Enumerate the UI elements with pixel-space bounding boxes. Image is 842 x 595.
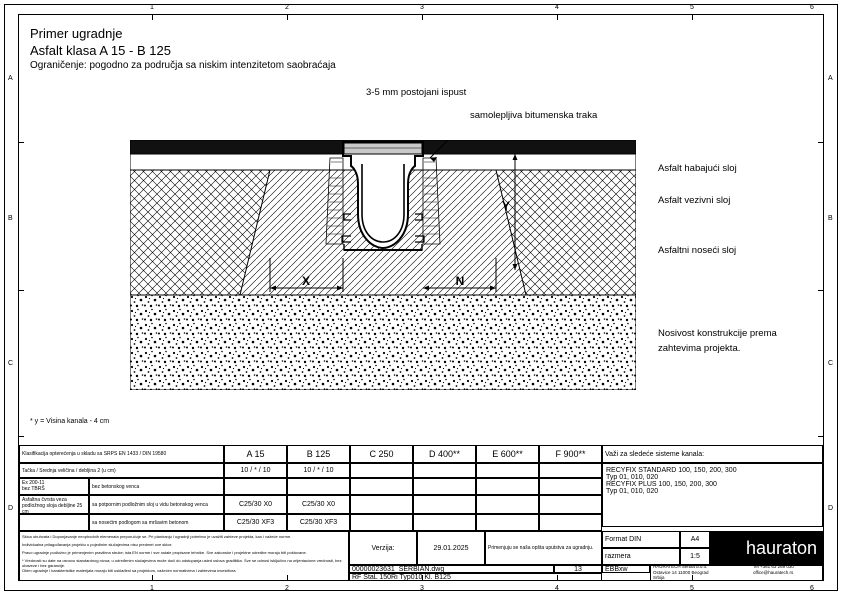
table-row4-val-6 — [539, 495, 602, 514]
dimension-note-top: 3-5 mm postojani ispust — [366, 87, 467, 98]
version-label: Verzija: — [349, 531, 417, 565]
table-row1-col-d400: D 400** — [413, 445, 476, 463]
svg-text:N: N — [455, 274, 465, 288]
column-mark-top-2: 2 — [285, 4, 289, 11]
column-mark-bottom-4: 4 — [555, 585, 559, 592]
column-mark-bottom-3: 3 — [420, 585, 424, 592]
callout-subgrade-line-1: Nosivost konstrukcije prema — [658, 328, 777, 339]
table-row5-val-6 — [539, 514, 602, 531]
column-mark-bottom-2: 2 — [285, 585, 289, 592]
table-row3-label-b: bez TBRŠ — [22, 486, 45, 492]
frame-tick — [18, 436, 24, 437]
systems-list — [602, 463, 823, 527]
table-row1-col-a15: A 15 — [224, 445, 287, 463]
tape-label: samolepljiva bitumenska traka — [470, 110, 598, 121]
table-row3-val-6 — [539, 478, 602, 495]
row-mark-left-d: D — [8, 505, 14, 512]
systems-header: Važi za sledeće sisteme kanala: — [602, 445, 823, 463]
table-row5-label-c: sa nosećim podlogom sa mršavim betonom — [89, 514, 224, 531]
company-address — [653, 564, 733, 581]
table-row2-val-6 — [539, 463, 602, 478]
table-row5-val-4 — [413, 514, 476, 531]
drawing-name: RF StaL 150Ri Typ010 Kl. B125 — [349, 573, 602, 581]
svg-text:X: X — [301, 274, 311, 288]
table-row1-col-f900: F 900** — [539, 445, 602, 463]
table-row5-val-5 — [476, 514, 539, 531]
table-row4-val-4 — [413, 495, 476, 514]
legal-line-4: * Vrednosti su date na osnovu standardnog nivoa; u određenim slučajevima može doći do odstupanja usled uslova gradilišta. Sve se odnosi isključivo na orijentacione vrednosti, bez obaveze i bez garancije. — [22, 558, 342, 568]
cross-section-drawing — [130, 140, 636, 390]
frame-tick — [692, 14, 693, 20]
column-mark-bottom-6: 6 — [810, 585, 814, 592]
column-mark-top-5: 5 — [690, 4, 694, 11]
table-row4-val-1: C25/30 X0 — [224, 495, 287, 514]
legal-line-3: Pravo ugradnje podložno je primenjenim pravilima struke; ista EN norme i sve ostale propisane tehnike. Sve zakonske i projektne odredbe moraju biti poštovane. — [22, 550, 307, 555]
row-mark-right-b: B — [828, 215, 833, 222]
systems-line-4: Typ 01, 010, 020 — [606, 488, 659, 495]
table-row3-label-c: bez betonskog venca — [89, 478, 224, 495]
row-mark-right-c: C — [828, 360, 834, 367]
hauraton-logo-text: hauraton — [745, 537, 817, 558]
callout-subgrade-line-2: zahtevima projekta. — [658, 343, 741, 354]
table-row1-label: Klasifikacija opterećenja u skladu sa SRPS EN 1433 / DIN 19580 — [19, 445, 224, 463]
table-row1-col-c250: C 250 — [350, 445, 413, 463]
scale-value: 1:5 — [680, 548, 710, 565]
table-row5-label-left — [19, 514, 89, 531]
row-mark-right-d: D — [828, 505, 834, 512]
table-row4-val-5 — [476, 495, 539, 514]
table-row1-col-b125: B 125 — [287, 445, 350, 463]
table-row2-label: Tačka / Srednja veličina / debljina 2 (u cm) — [19, 463, 224, 478]
callout-asphalt-binder: Asfalt vezivni sloj — [658, 195, 731, 206]
title-line-3: Ograničenje: pogodno za područja sa niskim intenzitetom saobraćaja — [30, 60, 336, 71]
title-line-2: Asfalt klasa A 15 - B 125 — [30, 43, 171, 58]
systems-line-3: RECYFIX PLUS 100, 150, 200, 300 — [606, 481, 717, 488]
drawer-name: EBBxw — [602, 565, 650, 573]
table-row4-label-left — [19, 495, 89, 514]
table-row3-val-1 — [224, 478, 287, 495]
legal-line-5: Obim ugradnje i karakteristike materijala moraju biti usklađeni sa projektom, važećim normativima i zahtevima investitora. — [22, 568, 237, 573]
company-phone: Tel +381 63 269 030 — [753, 564, 794, 569]
install-instructions-text: Primenjuju se naša opšta uputstva za ugradnju. — [488, 545, 594, 551]
format-value: A4 — [680, 531, 710, 548]
company-country: Srbija — [653, 575, 665, 580]
table-row2-val-3 — [350, 463, 413, 478]
row-mark-left-b: B — [8, 215, 13, 222]
table-row4-label-c: sa potpornim podložnim sloj u vidu betonskog venca — [89, 495, 224, 514]
table-row5-val-3 — [350, 514, 413, 531]
table-row3-val-3 — [350, 478, 413, 495]
frame-tick — [287, 14, 288, 20]
column-mark-bottom-5: 5 — [690, 585, 694, 592]
callout-asphalt-base: Asfaltni noseći sloj — [658, 245, 737, 256]
logo-block — [710, 531, 823, 565]
company-contact — [753, 564, 823, 575]
install-instructions — [485, 531, 602, 565]
row-mark-right-a: A — [828, 75, 833, 82]
frame-tick — [422, 14, 423, 20]
legal-line-2: Individualna prilagođavanja projektu u pojedinim slučajevima nisu predmet ove skice. — [22, 542, 173, 547]
table-row4-label-a: Asfaltna čvrsta veza — [22, 497, 67, 503]
svg-text:Y: Y — [501, 199, 510, 213]
table-row3-val-4 — [413, 478, 476, 495]
table-row4-val-3 — [350, 495, 413, 514]
column-mark-top-3: 3 — [420, 4, 424, 11]
title-line-1: Primer ugradnje — [30, 26, 123, 41]
scale-label: razmera — [602, 548, 680, 565]
table-row4-label-b: podložnog sloja debljine 25 cm — [22, 503, 83, 514]
frame-tick — [18, 290, 24, 291]
table-row3-val-2 — [287, 478, 350, 495]
column-mark-top-6: 6 — [810, 4, 814, 11]
row-mark-left-c: C — [8, 360, 14, 367]
table-row4-val-2: C25/30 X0 — [287, 495, 350, 514]
systems-line-1: RECYFIX STANDARD 100, 150, 200, 300 — [606, 467, 737, 474]
legal-text-block — [19, 531, 349, 581]
company-email: office@hauratech.rs — [753, 569, 794, 575]
format-label: Format DIN — [602, 531, 680, 548]
table-row2-val-4 — [413, 463, 476, 478]
frame-tick — [818, 436, 824, 437]
table-row3-val-5 — [476, 478, 539, 495]
row-mark-left-a: A — [8, 75, 13, 82]
frame-tick — [818, 142, 824, 143]
version-value: 29.01.2025 — [417, 531, 485, 565]
legal-line-1: Skica obuhvata i Dopunjavanje neophodnih elemenata preporučuje se. Pri planiranju i ugradnji potrebno je uvažiti zahteve projekta, kao i važeće norme. — [22, 534, 292, 539]
systems-line-2: Typ 01, 010, 020 — [606, 474, 659, 481]
company-name: HAURATECH Serbia d.o.o. — [653, 564, 708, 569]
table-row3-label-left — [19, 478, 89, 495]
table-row2-val-5 — [476, 463, 539, 478]
company-street: Ostavice 14 11000 Beograd — [653, 569, 709, 575]
column-mark-top-4: 4 — [555, 4, 559, 11]
frame-tick — [18, 142, 24, 143]
table-row2-val-2: 10 / * / 10 — [287, 463, 350, 478]
callout-asphalt-wearing: Asfalt habajući sloj — [658, 163, 737, 174]
column-mark-top-1: 1 — [150, 4, 154, 11]
footnote-y: * y = Visina kanala - 4 cm — [30, 418, 110, 425]
table-row5-val-1: C25/30 XF3 — [224, 514, 287, 531]
table-row2-val-1: 10 / * / 10 — [224, 463, 287, 478]
column-mark-bottom-1: 1 — [150, 585, 154, 592]
frame-tick — [152, 14, 153, 20]
frame-tick — [557, 14, 558, 20]
file-number: 00000023631_SERBIAN.dwg — [349, 565, 554, 573]
title-block-table — [19, 445, 823, 581]
table-row1-col-e600: E 600** — [476, 445, 539, 463]
file-code: 13 — [554, 565, 602, 573]
table-row5-val-2: C25/30 XF3 — [287, 514, 350, 531]
table-row3-label-a: Ex 200-11 — [22, 480, 45, 486]
frame-tick — [818, 290, 824, 291]
